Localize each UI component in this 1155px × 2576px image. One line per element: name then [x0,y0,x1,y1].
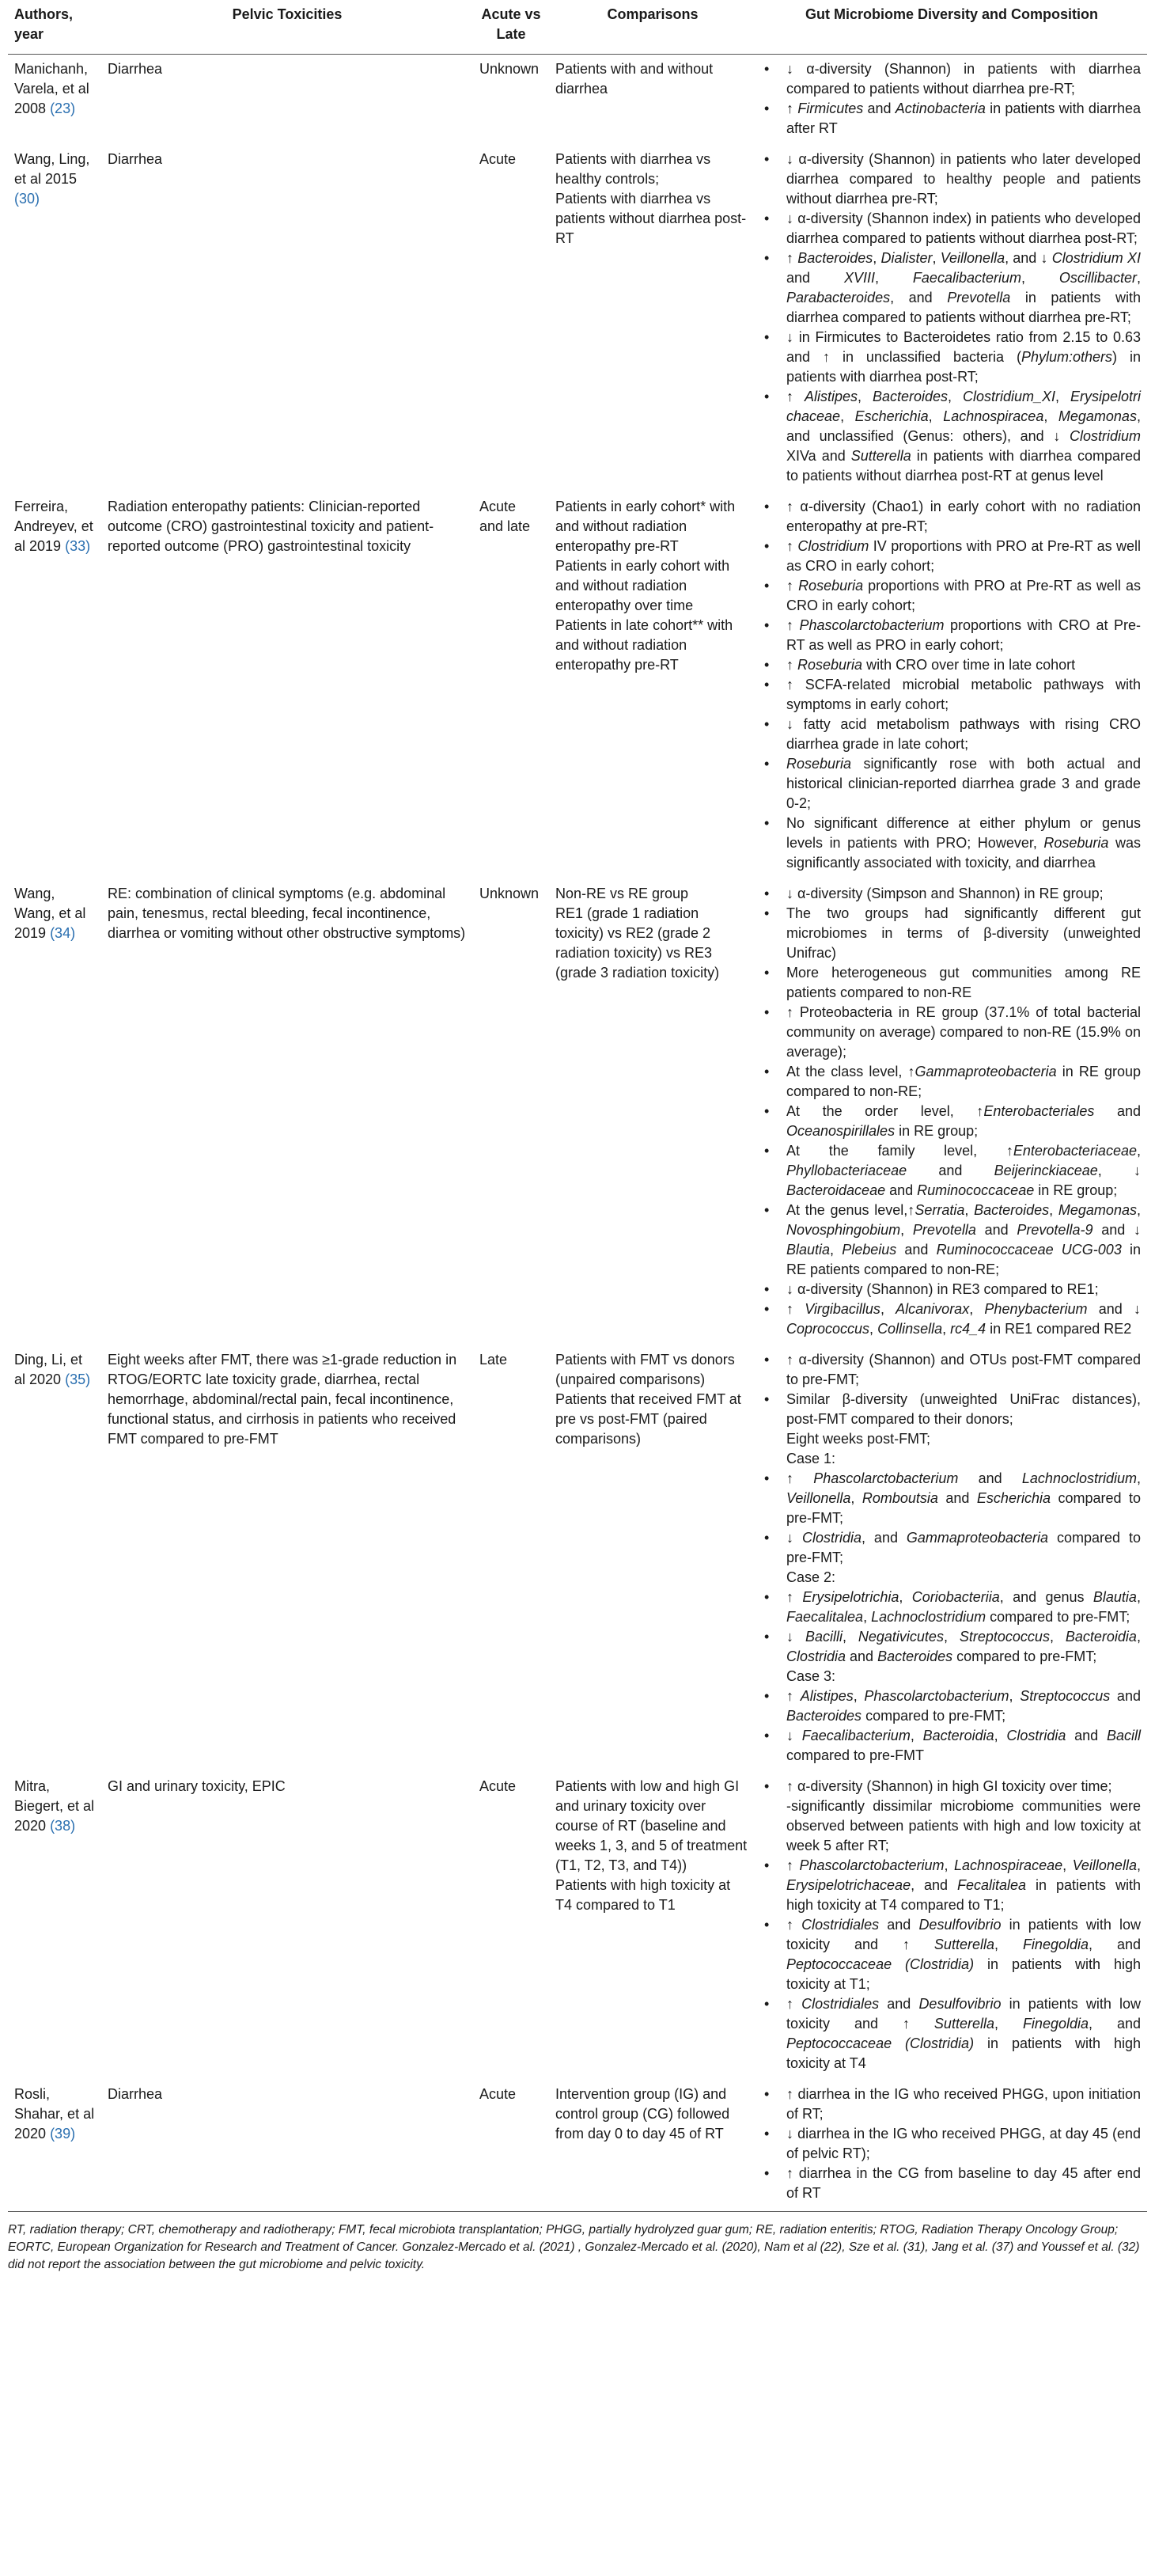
finding-text: At the family level, ↑Enterobacteriaceae, Phyllobacteriaceae and Beijerinckiaceae, ↓ Bacteroidaceae and Ruminococcaceae in RE group; [786,1143,1141,1198]
finding-text: -significantly dissimilar microbiome communities were observed between patients with high and low toxicity at week 5 after RT; [786,1798,1141,1853]
bullet-icon: • [764,1996,770,2012]
bullet-icon: • [764,2126,770,2142]
cell-pelvic-toxicity: RE: combination of clinical symptoms (e.g. abdominal pain, tenesmus, rectal bleeding, fecal incontinence, diarrhea or vomiting without other obstructive symptoms) [108,886,466,941]
comparison-line: Non-RE vs RE group [555,886,689,901]
list-item [763,814,1141,873]
comparison-line: Patients with diarrhea vs healthy controls; [555,151,711,187]
list-item [763,1299,1141,1339]
cell-acute-late: Acute [479,1778,517,1794]
finding-text: At the class level, ↑Gammaproteobacteria in RE group compared to non-RE; [786,1064,1141,1099]
bullet-icon: • [764,2165,770,2181]
cell-acute-late: Acute [473,2080,549,2212]
findings-list [763,884,1141,1339]
finding-text: More heterogeneous gut communities among RE patients compared to non-RE [786,965,1141,1000]
table-row [8,1345,1147,1772]
bullet-icon: • [764,1352,770,1368]
bullet-icon: • [764,965,770,981]
list-item [763,2124,1141,2164]
bullet-icon: • [764,101,770,116]
comparison-line: Patients that received FMT at pre vs post-FMT (paired comparisons) [555,1391,741,1447]
list-item [763,1915,1141,1994]
comparison-line: Patients in early cohort* with and without radiation enteropathy pre-RT [555,499,736,554]
bullet-icon: • [764,905,770,921]
author-text: Ding, Li, et al 2020 [14,1352,83,1387]
table-row [8,1772,1147,2080]
reference-link[interactable]: (39) [50,2126,76,2142]
comparison-line: Intervention group (IG) and control group (CG) followed from day 0 to day 45 of RT [555,2086,730,2142]
cell-comparisons [549,492,756,879]
finding-text: No significant difference at either phylum or genus levels in patients with PRO; However, Roseburia was significantly associated with toxicity, and diarrhea [786,815,1141,871]
header-pelvic-toxicities: Pelvic Toxicities [101,0,473,55]
bullet-icon: • [764,756,770,772]
reference-link[interactable]: (30) [14,191,40,207]
author-text: Mitra, Biegert, et al 2020 [14,1778,95,1834]
finding-text: ↑ Alistipes, Phascolarctobacterium, Streptococcus and Bacteroides compared to pre-FMT; [786,1688,1141,1724]
cell-comparisons [549,55,756,146]
list-item [763,1686,1141,1726]
finding-text: ↑ SCFA-related microbial metabolic pathways with symptoms in early cohort; [786,677,1141,712]
table-row [8,879,1147,1345]
finding-text: ↓ Clostridia, and Gammaproteobacteria compared to pre-FMT; [786,1530,1141,1565]
cell-comparisons [549,1772,756,2080]
reference-link[interactable]: (35) [65,1371,91,1387]
finding-text: ↓ in Firmicutes to Bacteroidetes ratio from 2.15 to 0.63 and ↑ in unclassified bacteria (Phylum:others) in patients with diarrhea post-RT; [786,329,1141,385]
cell-author-year [8,55,101,146]
cell-author-year [8,1772,101,2080]
header-comparisons: Comparisons [549,0,756,55]
cell-pelvic-toxicity: Eight weeks after FMT, there was ≥1-grade reduction in RTOG/EORTC late toxicity grade, diarrhea, rectal hemorrhage, abdominal/rectal pain, fecal incontinence, functional status, and cirrhosis in patients who received FMT compared to pre-FMT [108,1352,457,1447]
finding-text: ↑ Virgibacillus, Alcanivorax, Phenybacterium and ↓ Coprococcus, Collinsella, rc4_4 in RE1 compared RE2 [786,1301,1141,1337]
list-item [763,387,1141,486]
list-item [763,2164,1141,2203]
finding-text: ↑ α-diversity (Chao1) in early cohort with no radiation enteropathy at pre-RT; [786,499,1141,534]
list-item [763,1350,1141,1390]
bullet-icon: • [764,1857,770,1873]
finding-text: ↓ Faecalibacterium, Bacteroidia, Clostridia and Bacill compared to pre-FMT [786,1728,1141,1763]
list-item [763,715,1141,754]
findings-list [763,2085,1141,2203]
finding-text: ↑ Phascolarctobacterium proportions with CRO at Pre-RT as well as PRO in early cohort; [786,617,1141,653]
list-item [763,1003,1141,1062]
bullet-icon: • [764,1281,770,1297]
finding-text: ↓ α-diversity (Shannon) in patients with diarrhea compared to patients without diarrhea pre-RT; [786,61,1141,97]
bullet-icon: • [764,538,770,554]
cell-comparisons [549,879,756,1345]
comparison-line: Patients in late cohort** with and without radiation enteropathy pre-RT [555,617,733,673]
bullet-icon: • [764,151,770,167]
cell-author-year [8,2080,101,2212]
bullet-icon: • [764,1004,770,1020]
reference-link[interactable]: (34) [50,925,76,941]
findings-list [763,497,1141,873]
list-item [763,1449,1141,1469]
author-text: Rosli, Shahar, et al 2020 [14,2086,95,2142]
comparison-line: Patients in early cohort with and without radiation enteropathy over time [555,558,730,613]
bullet-icon: • [764,2086,770,2102]
bullet-icon: • [764,617,770,633]
bullet-icon: • [764,1629,770,1645]
list-item [763,1856,1141,1915]
bullet-icon: • [764,1064,770,1079]
cell-acute-late: Late [479,1352,508,1368]
list-item [763,655,1141,675]
cell-pelvic-toxicity: Diarrhea [101,2080,473,2212]
finding-text: The two groups had significantly different gut microbiomes in terms of β-diversity (unweighted Unifrac) [786,905,1141,961]
bullet-icon: • [764,1391,770,1407]
author-text: Manichanh, Varela, et al 2008 [14,61,89,116]
author-text: Ferreira, Andreyev, et al 2019 [14,499,93,554]
finding-text: Case 2: [786,1569,836,1585]
table-footnote: RT, radiation therapy; CRT, chemotherapy and radiotherapy; FMT, fecal microbiota transplantation; PHGG, partially hydrolyzed guar gum; RE, radiation enteritis; RTOG, Radiation Therapy Oncology Group; EORTC, European Organization for Research and Treatment of Cancer. Gonzalez-Mercado et al. (2021) , Gonzalez-Mercado et al. (2020), Nam et al (22), Sze et al. (31), Jang et al. (37) and Youssef et al. (32) did not report the association between the gut microbiome and pelvic toxicity. [8,2223,1140,2271]
list-item [763,99,1141,138]
bullet-icon: • [764,716,770,732]
finding-text: ↑ Clostridiales and Desulfovibrio in patients with low toxicity and ↑ Sutterella, Finegoldia, and Peptococcaceae (Clostridia) in patients with high toxicity at T1; [786,1917,1141,1992]
finding-text: ↓ α-diversity (Shannon index) in patients who developed diarrhea compared to patients without diarrhea post-RT; [786,211,1141,246]
list-item [763,209,1141,248]
list-item [763,1726,1141,1766]
finding-text: ↑ Roseburia with CRO over time in late cohort [786,657,1076,673]
finding-text: Case 1: [786,1451,836,1466]
author-text: Wang, Ling, et al 2015 [14,151,90,187]
comparison-line: Patients with and without diarrhea [555,61,714,97]
list-item [763,248,1141,328]
finding-text: ↑ α-diversity (Shannon) in high GI toxicity over time; [786,1778,1112,1794]
bullet-icon: • [764,61,770,77]
list-item [763,884,1141,904]
finding-text: ↓ α-diversity (Shannon) in patients who later developed diarrhea compared to healthy people and patients without diarrhea pre-RT; [786,151,1141,207]
bullet-icon: • [764,578,770,594]
finding-text: Roseburia significantly rose with both actual and historical clinician-reported diarrhea grade 3 and grade 0-2; [786,756,1141,811]
list-item [763,537,1141,576]
finding-text: Similar β-diversity (unweighted UniFrac distances), post-FMT compared to their donors; [786,1391,1141,1427]
list-item [763,1627,1141,1667]
cell-acute-late: Acute and late [479,499,531,534]
bullet-icon: • [764,1530,770,1546]
table-row [8,492,1147,879]
cell-microbiome-findings [756,879,1147,1345]
list-item [763,1796,1141,1856]
cell-pelvic-toxicity: Radiation enteropathy patients: Clinician-reported outcome (CRO) gastrointestinal toxicity and patient-reported outcome (PRO) gastrointestinal toxicity [108,499,434,554]
bullet-icon: • [764,1202,770,1218]
cell-pelvic-toxicity: GI and urinary toxicity, EPIC [108,1778,286,1794]
finding-text: ↑ diarrhea in the CG from baseline to day 45 after end of RT [786,2165,1141,2201]
bullet-icon: • [764,1589,770,1605]
bullet-icon: • [764,211,770,226]
finding-text: ↓ diarrhea in the IG who received PHGG, at day 45 (end of pelvic RT); [786,2126,1141,2161]
finding-text: ↑ Clostridiales and Desulfovibrio in patients with low toxicity and ↑ Sutterella, Finegoldia, and Peptococcaceae (Clostridia) in patients with high toxicity at T4 [786,1996,1141,2071]
list-item [763,1062,1141,1102]
list-item [763,754,1141,814]
reference-link[interactable]: (38) [50,1818,76,1834]
list-item [763,1469,1141,1528]
cell-microbiome-findings [756,1772,1147,2080]
list-item [763,1429,1141,1449]
list-item [763,963,1141,1003]
toxicity-microbiome-table [8,0,1147,2212]
finding-text: ↑ Proteobacteria in RE group (37.1% of total bacterial community on average) compared to non-RE (15.9% on average); [786,1004,1141,1060]
findings-list [763,150,1141,486]
cell-acute-late: Unknown [479,61,540,77]
comparison-line: Patients with diarrhea vs patients without diarrhea post-RT [555,191,747,246]
finding-text: Eight weeks post-FMT; [786,1431,931,1447]
finding-text: ↓ Bacilli, Negativicutes, Streptococcus, Bacteroidia, Clostridia and Bacteroides compared to pre-FMT; [786,1629,1141,1664]
table-row [8,55,1147,146]
list-item [763,1588,1141,1627]
finding-text: ↑ Clostridium IV proportions with PRO at Pre-RT as well as CRO in early cohort; [786,538,1141,574]
list-item [763,150,1141,209]
cell-pelvic-toxicity: Diarrhea [108,61,163,77]
cell-comparisons [549,145,756,492]
cell-comparisons [549,1345,756,1772]
findings-list [763,1777,1141,2073]
bullet-icon: • [764,1778,770,1794]
cell-microbiome-findings [756,2080,1147,2212]
finding-text: ↑ Phascolarctobacterium, Lachnospiraceae, Veillonella, Erysipelotrichaceae, and Fecalitalea in patients with high toxicity at T4 compared to T1; [786,1857,1141,1913]
table-body [8,55,1147,2212]
bullet-icon: • [764,1917,770,1933]
list-item [763,675,1141,715]
cell-microbiome-findings [756,55,1147,146]
bullet-icon: • [764,886,770,901]
cell-microbiome-findings [756,145,1147,492]
finding-text: ↓ fatty acid metabolism pathways with rising CRO diarrhea grade in late cohort; [786,716,1141,752]
reference-link[interactable]: (23) [50,101,76,116]
bullet-icon: • [764,389,770,404]
list-item [763,616,1141,655]
cell-pelvic-toxicity: Diarrhea [108,151,163,167]
table-row [8,145,1147,492]
list-item [763,328,1141,387]
cell-acute-late: Acute [479,151,517,167]
list-item [763,59,1141,99]
list-item [763,1201,1141,1280]
finding-text: ↑ Bacteroides, Dialister, Veillonella, and ↓ Clostridium XI and XVIII, Faecalibacterium, Oscillibacter, Parabacteroides, and Prevotella in patients with diarrhea compared to patients without diarrhea pre-RT; [786,250,1141,325]
bullet-icon: • [764,1301,770,1317]
list-item [763,1568,1141,1588]
bullet-icon: • [764,1470,770,1486]
header-authors-year: Authors, year [8,0,101,55]
cell-author-year [8,879,101,1345]
finding-text: ↑ Erysipelotrichia, Coriobacteriia, and genus Blautia, Faecalitalea, Lachnoclostridium compared to pre-FMT; [786,1589,1141,1625]
cell-microbiome-findings [756,1345,1147,1772]
header-gut-microbiome: Gut Microbiome Diversity and Composition [756,0,1147,55]
cell-author-year [8,492,101,879]
finding-text: ↑ Firmicutes and Actinobacteria in patients with diarrhea after RT [786,101,1141,136]
cell-microbiome-findings [756,492,1147,879]
list-item [763,1141,1141,1201]
finding-text: ↓ α-diversity (Simpson and Shannon) in RE group; [786,886,1104,901]
bullet-icon: • [764,1688,770,1704]
bullet-icon: • [764,657,770,673]
list-item [763,1102,1141,1141]
comparison-line: RE1 (grade 1 radiation toxicity) vs RE2 (grade 2 radiation toxicity) vs RE3 (grade 3 radiation toxicity) [555,905,720,981]
author-text: Wang, Wang, et al 2019 [14,886,86,941]
table-row [8,2080,1147,2212]
bullet-icon: • [764,1728,770,1743]
bullet-icon: • [764,1143,770,1159]
findings-list [763,1350,1141,1766]
list-item [763,904,1141,963]
list-item [763,1667,1141,1686]
list-item [763,1390,1141,1429]
finding-text: ↑ diarrhea in the IG who received PHGG, upon initiation of RT; [786,2086,1141,2122]
reference-link[interactable]: (33) [65,538,91,554]
list-item [763,497,1141,537]
list-item [763,576,1141,616]
bullet-icon: • [764,329,770,345]
cell-comparisons [549,2080,756,2212]
comparison-line: Patients with low and high GI and urinary toxicity over course of RT (baseline and weeks 1, 3, and 5 of treatment (T1, T2, T3, and T4)) [555,1778,748,1873]
bullet-icon: • [764,677,770,692]
finding-text: ↑ Phascolarctobacterium and Lachnoclostridium, Veillonella, Romboutsia and Escherichia compared to pre-FMT; [786,1470,1141,1526]
bullet-icon: • [764,250,770,266]
table-header-row [8,0,1147,55]
finding-text: ↑ Alistipes, Bacteroides, Clostridium_XI, Erysipelotri chaceae, Escherichia, Lachnospiracea, Megamonas, and unclassified (Genus: others), and ↓ Clostridium XIVa and Sutterella in patients with diarrhea compared to patients without diarrhea post-RT at genus level [786,389,1141,484]
comparison-line: Patients with high toxicity at T4 compared to T1 [555,1877,731,1913]
list-item [763,2085,1141,2124]
finding-text: At the order level, ↑Enterobacteriales and Oceanospirillales in RE group; [786,1103,1141,1139]
cell-author-year [8,1345,101,1772]
finding-text: At the genus level,↑Serratia, Bacteroides, Megamonas, Novosphingobium, Prevotella and Prevotella-9 and ↓ Blautia, Plebeius and Ruminococcaceae UCG-003 in RE patients compared to non-RE; [786,1202,1141,1277]
list-item [763,1777,1141,1796]
list-item [763,1994,1141,2073]
findings-list [763,59,1141,138]
bullet-icon: • [764,815,770,831]
bullet-icon: • [764,499,770,514]
header-acute-vs-late: Acute vs Late [473,0,549,55]
finding-text: ↑ α-diversity (Shannon) and OTUs post-FMT compared to pre-FMT; [786,1352,1141,1387]
list-item [763,1528,1141,1568]
bullet-icon: • [764,1103,770,1119]
comparison-line: Patients with FMT vs donors (unpaired comparisons) [555,1352,735,1387]
finding-text: ↓ α-diversity (Shannon) in RE3 compared to RE1; [786,1281,1099,1297]
cell-author-year [8,145,101,492]
list-item [763,1280,1141,1299]
finding-text: Case 3: [786,1668,836,1684]
finding-text: ↑ Roseburia proportions with PRO at Pre-RT as well as CRO in early cohort; [786,578,1141,613]
cell-acute-late: Unknown [479,886,540,901]
